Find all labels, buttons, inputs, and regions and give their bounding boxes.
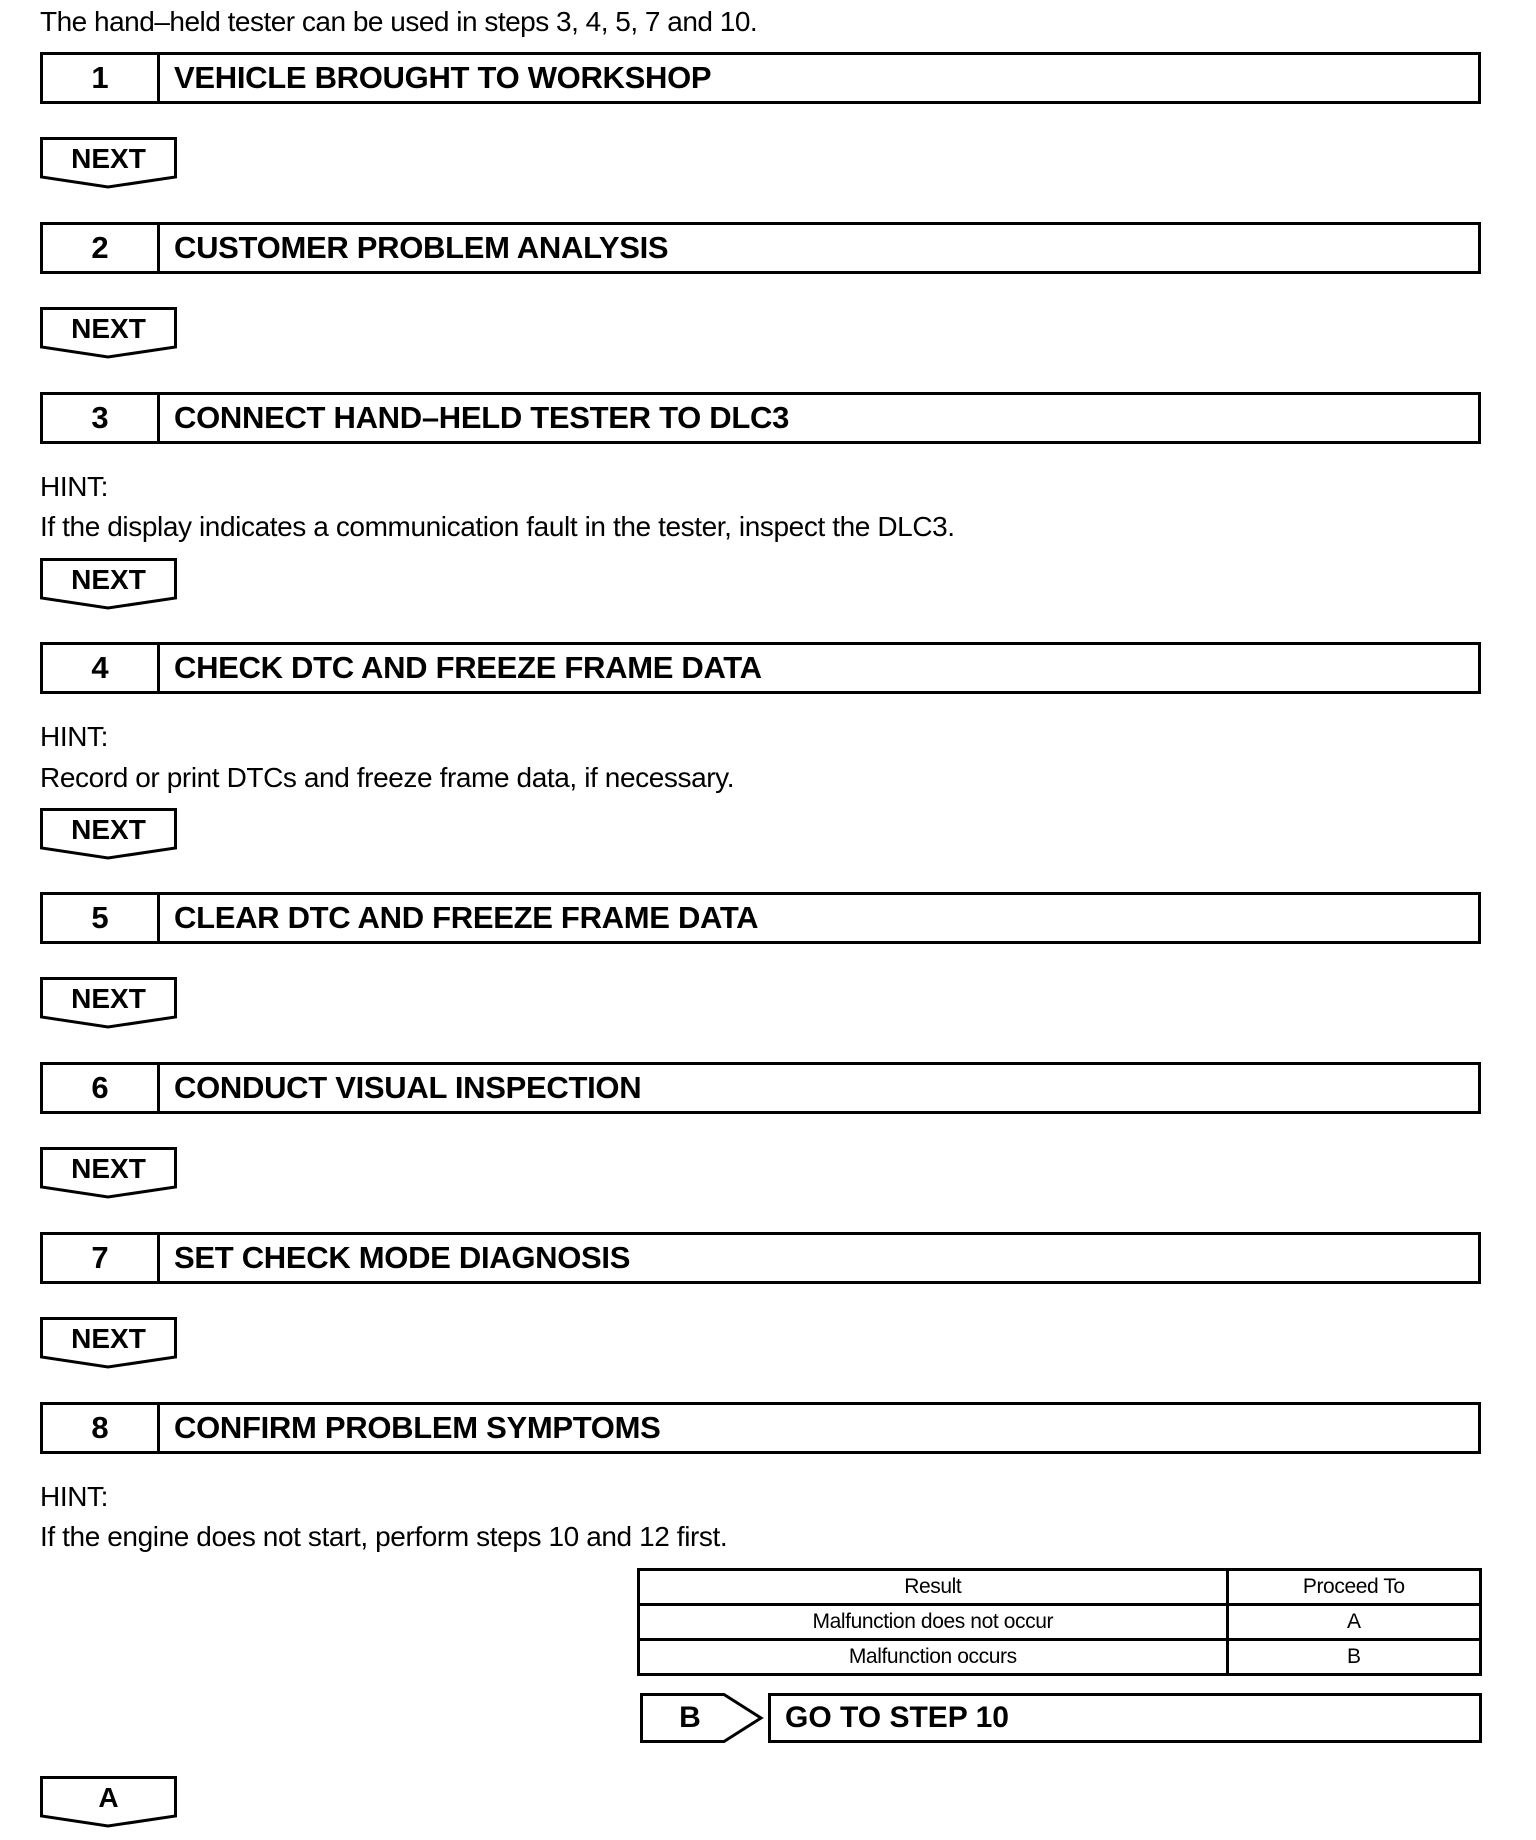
go-to-step-box: GO TO STEP 10: [768, 1693, 1482, 1743]
step-number: 8: [43, 1405, 160, 1451]
hint-label: HINT:: [40, 1481, 109, 1512]
next-label: NEXT: [71, 564, 146, 595]
hint-label: HINT:: [40, 721, 109, 752]
next-button[interactable]: [40, 558, 177, 610]
result-table: [637, 1568, 1482, 1676]
step-title: CLEAR DTC AND FREEZE FRAME DATA: [174, 900, 759, 935]
branch-b-button[interactable]: [640, 1693, 764, 1745]
step-number: 6: [43, 1065, 160, 1111]
table-header: Proceed To: [1227, 1570, 1480, 1605]
step-title: CHECK DTC AND FREEZE FRAME DATA: [174, 650, 762, 685]
table-cell: Malfunction occurs: [639, 1640, 1228, 1675]
next-label: NEXT: [71, 1323, 146, 1354]
branch-b-label: B: [679, 1701, 701, 1734]
step-title: SET CHECK MODE DIAGNOSIS: [174, 1240, 631, 1275]
step-3: [40, 392, 1481, 444]
step-title: CONNECT HAND–HELD TESTER TO DLC3: [174, 400, 790, 435]
step-title: VEHICLE BROUGHT TO WORKSHOP: [174, 60, 712, 95]
table-row: [639, 1640, 1481, 1675]
step-4: [40, 642, 1481, 694]
step-5: [40, 892, 1481, 944]
branch-a-button[interactable]: [40, 1776, 177, 1828]
step-number: 3: [43, 395, 160, 441]
branch-a-label: A: [98, 1782, 119, 1813]
table-row: [639, 1605, 1481, 1640]
table-header: Result: [639, 1570, 1228, 1605]
step-title: CONFIRM PROBLEM SYMPTOMS: [174, 1410, 661, 1445]
next-button[interactable]: [40, 1317, 177, 1369]
step-7: [40, 1232, 1481, 1284]
next-button[interactable]: [40, 307, 177, 359]
step-1: [40, 52, 1481, 104]
hint-text: Record or print DTCs and freeze frame data, if necessary.: [40, 762, 735, 793]
step-8: [40, 1402, 1481, 1454]
step-title: CUSTOMER PROBLEM ANALYSIS: [174, 230, 669, 265]
step-number: 7: [43, 1235, 160, 1281]
hint-label: HINT:: [40, 471, 109, 502]
next-button[interactable]: [40, 1147, 177, 1199]
step-title: CONDUCT VISUAL INSPECTION: [174, 1070, 642, 1105]
step-number: 5: [43, 895, 160, 941]
step-number: 2: [43, 225, 160, 271]
table-header-row: [639, 1570, 1481, 1605]
next-label: NEXT: [71, 143, 146, 174]
next-button[interactable]: [40, 977, 177, 1029]
next-button[interactable]: [40, 137, 177, 189]
step-6: [40, 1062, 1481, 1114]
step-number: 4: [43, 645, 160, 691]
step-number: 1: [43, 55, 160, 101]
next-label: NEXT: [71, 983, 146, 1014]
hint-text: If the engine does not start, perform steps 10 and 12 first.: [40, 1521, 728, 1552]
step-2: [40, 222, 1481, 274]
hint-text: If the display indicates a communication fault in the tester, inspect the DLC3.: [40, 511, 955, 542]
table-cell: A: [1227, 1605, 1480, 1640]
table-cell: Malfunction does not occur: [639, 1605, 1228, 1640]
next-label: NEXT: [71, 313, 146, 344]
next-label: NEXT: [71, 814, 146, 845]
next-button[interactable]: [40, 808, 177, 860]
next-label: NEXT: [71, 1153, 146, 1184]
table-cell: B: [1227, 1640, 1480, 1675]
intro-text: The hand–held tester can be used in steps 3, 4, 5, 7 and 10.: [40, 6, 758, 37]
